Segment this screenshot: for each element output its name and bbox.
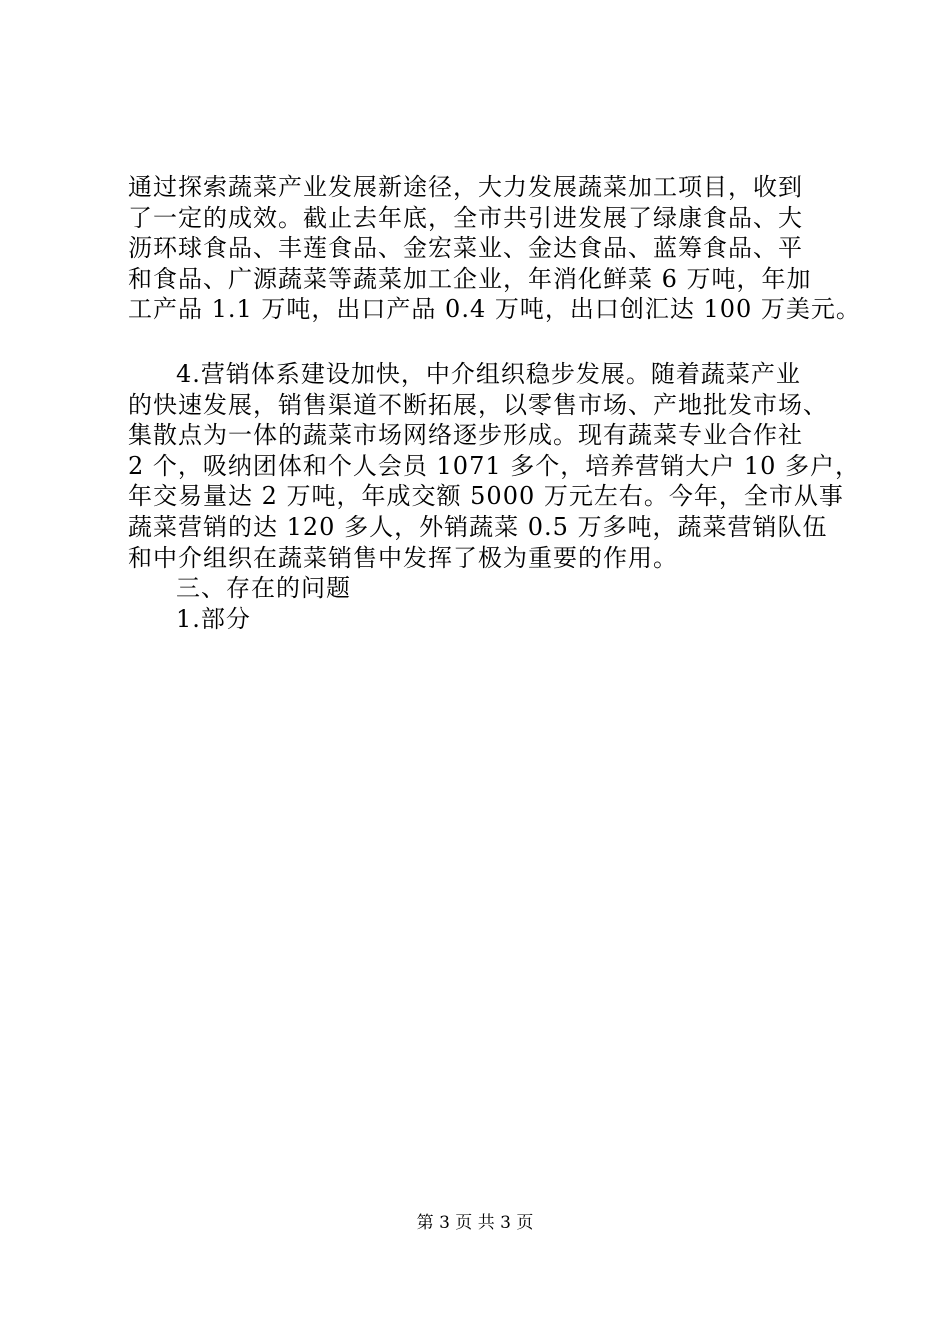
document-body bbox=[128, 172, 861, 634]
paragraph-line: 通过探索蔬菜产业发展新途径，大力发展蔬菜加工项目，收到 bbox=[128, 173, 803, 201]
paragraph-line: 和中介组织在蔬菜销售中发挥了极为重要的作用。 bbox=[128, 543, 678, 572]
page-footer: 第 3 页 共 3 页 bbox=[416, 1213, 534, 1233]
paragraph-line: 的快速发展，销售渠道不断拓展，以零售市场、产地批发市场、 bbox=[128, 390, 828, 419]
paragraph-line: 沥环球食品、丰莲食品、金宏菜业、金达食品、蓝筹食品、平 bbox=[128, 234, 803, 263]
list-item: 1.部分 bbox=[176, 604, 251, 633]
paragraph-line: 了一定的成效。截止去年底，全市共引进发展了绿康食品、大 bbox=[128, 203, 803, 232]
paragraph-line: 工产品 1.1 万吨，出口产品 0.4 万吨，出口创汇达 100 万美元。 bbox=[128, 295, 861, 324]
paragraph-spacer bbox=[128, 325, 840, 359]
section-heading: 三、存在的问题 bbox=[176, 574, 351, 603]
paragraph-line: 集散点为一体的蔬菜市场网络逐步形成。现有蔬菜专业合作社 bbox=[128, 421, 803, 450]
paragraph-line: 蔬菜营销的达 120 多人，外销蔬菜 0.5 万多吨，蔬菜营销队伍 bbox=[128, 512, 828, 541]
paragraph-line: 和食品、广源蔬菜等蔬菜加工企业，年消化鲜菜 6 万吨，年加 bbox=[128, 264, 812, 293]
paragraph-line: 2 个，吸纳团体和个人会员 1071 多个，培养营销大户 10 多户， bbox=[128, 451, 861, 480]
paragraph-line: 年交易量达 2 万吨，年成交额 5000 万元左右。今年，全市从事 bbox=[128, 482, 844, 511]
paragraph-line: 4.营销体系建设加快，中介组织稳步发展。随着蔬菜产业 bbox=[176, 359, 801, 388]
